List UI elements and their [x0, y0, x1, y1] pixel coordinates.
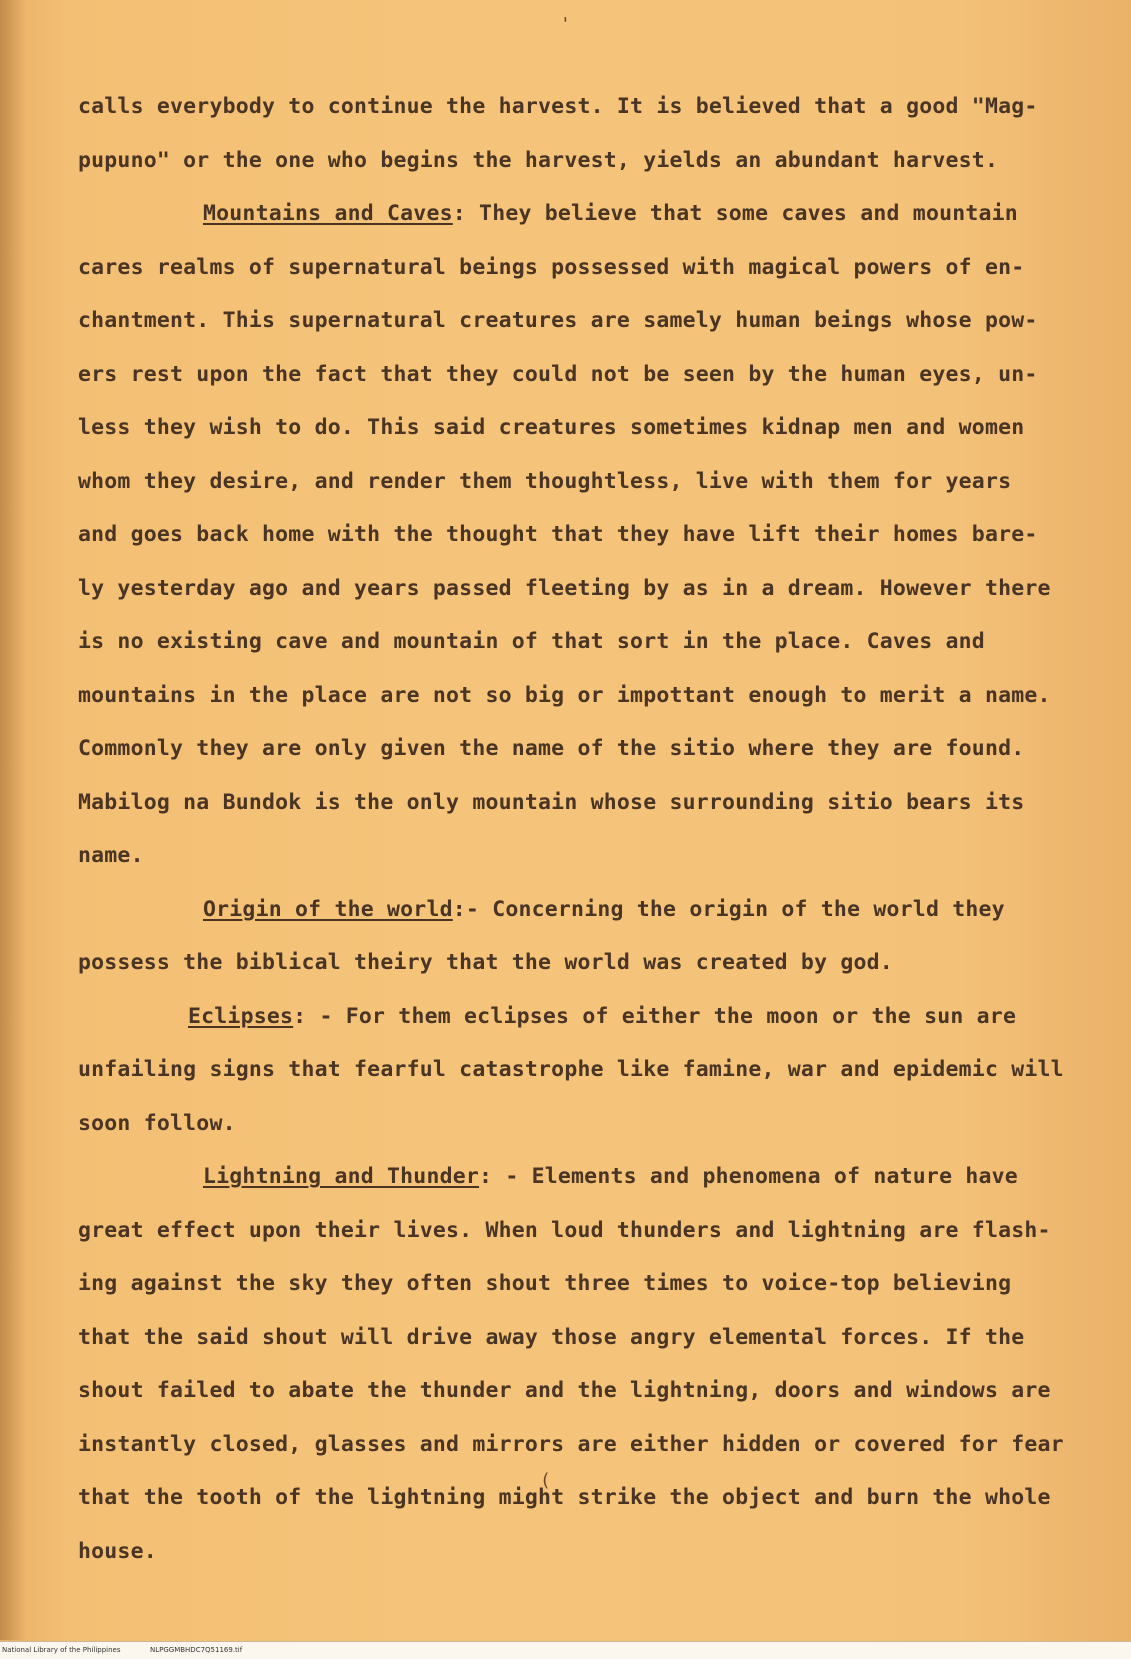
typed-text-body — [78, 80, 1068, 1578]
heading-separator: : — [452, 201, 480, 226]
text-line: cares realms of supernatural beings possessed with magical powers of en- — [78, 254, 1025, 280]
heading-mountains-caves: Mountains and Caves — [203, 201, 453, 226]
text-line: whom they desire, and render them thoughtless, live with them for years — [78, 468, 1012, 494]
heading-eclipses: Eclipses — [188, 1003, 294, 1029]
footer-filename: NLPGGMBHDC7Q51169.tif — [150, 1646, 243, 1654]
paragraph-start — [78, 1150, 1068, 1204]
footer-library: National Library of the Philippines — [2, 1646, 121, 1654]
text-line: house. — [78, 1538, 157, 1564]
text-line: calls everybody to continue the harvest. It is believed that a good "Mag- — [78, 94, 1038, 119]
paragraph-start — [78, 187, 1068, 241]
text-line: Mabilog na Bundok is the only mountain whose surrounding sitio bears its — [78, 789, 1025, 815]
paragraph-start — [78, 883, 1068, 937]
text-line: pupuno" or the one who begins the harvest, yields an abundant harvest. — [78, 147, 999, 173]
text-line: soon follow. — [78, 1110, 236, 1136]
text-line: unfailing signs that fearful catastrophe like famine, war and epidemic will — [78, 1057, 1064, 1082]
text-line: name. — [78, 843, 144, 868]
scan-mark: ' — [560, 14, 571, 35]
text-line: is no existing cave and mountain of that sort in the place. Caves and — [78, 629, 985, 654]
binding-shadow — [0, 0, 26, 1640]
text-line: instantly closed, glasses and mirrors are either hidden or covered for fear — [78, 1431, 1064, 1457]
text-line: Concerning the origin of the world they — [492, 896, 1005, 922]
heading-separator: : - — [479, 1164, 532, 1189]
heading-separator: : - — [293, 1003, 346, 1029]
text-line: chantment. This supernatural creatures are samely human beings whose pow- — [78, 308, 1038, 333]
paragraph-start — [78, 990, 1068, 1044]
scan-mark: ( — [540, 1470, 551, 1491]
text-line: Commonly they are only given the name of the sitio where they are found. — [78, 736, 1025, 761]
text-line: Elements and phenomena of nature have — [531, 1164, 1018, 1189]
text-line: shout failed to abate the thunder and the lightning, doors and windows are — [78, 1378, 1051, 1403]
text-line: For them eclipses of either the moon or the sun are — [345, 1003, 1017, 1029]
text-line: that the said shout will drive away those angry elemental forces. If the — [78, 1324, 1025, 1350]
text-line: that the tooth of the lightning might strike the object and burn the whole — [78, 1485, 1051, 1510]
heading-origin-world: Origin of the world — [203, 896, 453, 922]
text-line: They believe that some caves and mountain — [479, 201, 1018, 226]
scan-footer — [0, 1641, 1131, 1659]
heading-separator: :- — [452, 896, 493, 922]
text-line: ers rest upon the fact that they could not be seen by the human eyes, un- — [78, 361, 1038, 387]
text-line: ing against the sky they often shout three times to voice-top believing — [78, 1271, 1012, 1296]
text-line: great effect upon their lives. When loud thunders and lightning are flash- — [78, 1217, 1051, 1243]
heading-lightning-thunder: Lightning and Thunder — [203, 1164, 480, 1189]
text-line: less they wish to do. This said creatures sometimes kidnap men and women — [78, 415, 1025, 440]
text-line: mountains in the place are not so big or impottant enough to merit a name. — [78, 682, 1051, 708]
text-line: and goes back home with the thought that they have lift their homes bare- — [78, 522, 1038, 547]
text-line: possess the biblical theiry that the world was created by god. — [78, 950, 893, 975]
text-line: ly yesterday ago and years passed fleeting by as in a dream. However there — [78, 575, 1051, 601]
